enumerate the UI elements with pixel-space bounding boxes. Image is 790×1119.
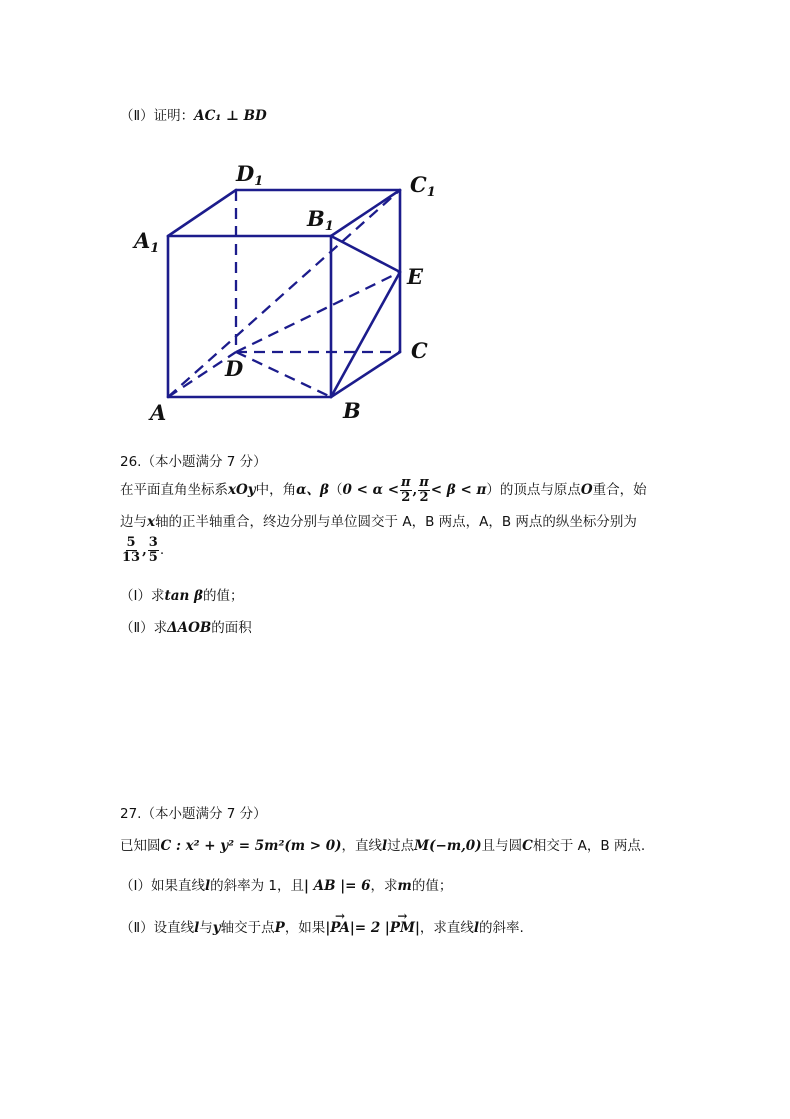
q27-text: 已知圆 (120, 838, 161, 854)
q26-origin: O (580, 482, 593, 499)
q27-text: ，如果 (284, 920, 326, 936)
q26-text: 重合，始 (592, 482, 647, 499)
label-C1: C1 (410, 172, 436, 200)
q27-text: 且与圆 (481, 838, 523, 854)
edge-B1E (331, 236, 400, 272)
q27-text: 的斜率为 1，且 (210, 878, 305, 894)
q27-circle-equation: C : x² + y² = 5m²(m > 0) (160, 838, 342, 854)
q27-text: ，求直线 (419, 920, 474, 936)
q26-part1 (120, 588, 243, 604)
q27-text: 轴交于点 (220, 920, 275, 936)
q27-y-axis: y (212, 920, 221, 936)
q27-text: ，求 (370, 878, 398, 894)
q27-text: 相交于 A，B 两点. (532, 838, 646, 854)
q27-point-P: P (274, 920, 285, 936)
q27-line1 (120, 838, 645, 854)
frac-den: 13 (122, 549, 141, 565)
label-B: B (343, 398, 361, 423)
q27-text: （Ⅰ）如果直线 (120, 878, 205, 894)
q27-vector-PM: → PM (390, 920, 415, 936)
label-A: A (150, 400, 167, 425)
q26-text: 边与 (120, 514, 147, 530)
q26-part1-math: tan β (164, 588, 203, 604)
q26-sep: , (142, 542, 147, 559)
label-A1: A1 (134, 228, 160, 256)
q27-text: 过点 (387, 838, 415, 854)
q26-text: （ (329, 482, 343, 499)
q27-line-l: l (194, 920, 200, 936)
frac-den: 2 (401, 489, 411, 505)
q26-part1-label: （Ⅰ）求 (120, 588, 165, 604)
q26-text: 的顶点与原点 (499, 482, 581, 499)
q26-line1 (120, 476, 647, 504)
q26-text: 轴的正半轴重合，终边分别与单位圆交于 A，B 两点，A，B 两点的纵坐标分别为 (155, 514, 637, 530)
q27-text: ，直线 (341, 838, 383, 854)
label-D: D (225, 356, 244, 381)
q26-header: 26.（本小题满分 7 分） (120, 454, 267, 470)
q27-header: 27.（本小题满分 7 分） (120, 806, 267, 822)
q26-angles: α、β (296, 482, 330, 499)
q26-text: 中，角 (255, 482, 297, 499)
q26-text: ） (486, 482, 500, 499)
edge-BC (331, 352, 400, 397)
q26-text: 的面积 (211, 620, 252, 636)
edge-B1C1 (331, 190, 400, 236)
q26-text: . (159, 542, 165, 559)
q27-text: 的斜率. (479, 920, 524, 936)
q26-text: 在平面直角坐标系 (120, 482, 228, 499)
q27-abs-bar: | (325, 920, 331, 936)
q26-part2-label: （Ⅱ）求 (120, 620, 168, 636)
q27-line-l: l (382, 838, 388, 854)
q27-part2 (120, 920, 524, 936)
q26-sep: , (412, 482, 418, 499)
q26-frac-5-13 (121, 536, 141, 564)
frac-num: π (419, 475, 429, 490)
q26-part2-math: ΔAOB (167, 620, 212, 636)
q27-abs-bar: | (414, 920, 420, 936)
diagonal-AC1 (168, 190, 400, 397)
q26-condition-alpha: 0 < α < (342, 482, 400, 499)
diagonal-DB (236, 352, 331, 397)
q27-line-l: l (204, 878, 211, 894)
q27-text: （Ⅱ）设直线 (120, 920, 195, 936)
label-B1: B1 (307, 206, 334, 234)
frac-num: 5 (126, 535, 136, 550)
q27-vector-PA: → PA (330, 920, 350, 936)
label-E: E (407, 264, 424, 289)
q26-line2 (120, 514, 637, 530)
label-D1: D1 (236, 161, 264, 189)
q26-frac-pi-2a (400, 476, 412, 504)
q26-condition-beta: < β < π (430, 482, 487, 499)
q27-m: m (397, 878, 412, 894)
q27-point-M: M(−m,0) (414, 838, 482, 854)
q27-vector-relation: |= 2 | (349, 920, 390, 936)
q26-frac-3-5 (148, 536, 159, 564)
q27-line-l: l (473, 920, 479, 936)
q26-coord-system: xOy (228, 482, 256, 499)
q26-part2 (120, 620, 252, 636)
frac-num: 3 (148, 535, 158, 550)
q26-text: 的值； (202, 588, 244, 604)
frac-den: 5 (148, 549, 158, 565)
q27-ab-length: | AB |= 6 (304, 878, 371, 894)
q27-text: 的值； (411, 878, 453, 894)
part2-prove-math: AC₁ ⊥ BD (194, 108, 267, 124)
q26-line3 (120, 536, 164, 564)
segment-DE (236, 272, 400, 352)
q27-part1 (120, 878, 452, 894)
edge-BE (331, 272, 400, 397)
q26-frac-pi-2b (418, 476, 430, 504)
q27-circle-C: C (522, 838, 533, 854)
edge-A1D1 (168, 190, 236, 236)
q27-text: 与 (199, 920, 213, 936)
part2-prove-label: （Ⅱ）证明： (120, 108, 195, 124)
q26-x-axis: x (147, 514, 156, 530)
frac-num: π (401, 475, 411, 490)
label-C: C (411, 338, 428, 363)
frac-den: 2 (419, 489, 429, 505)
